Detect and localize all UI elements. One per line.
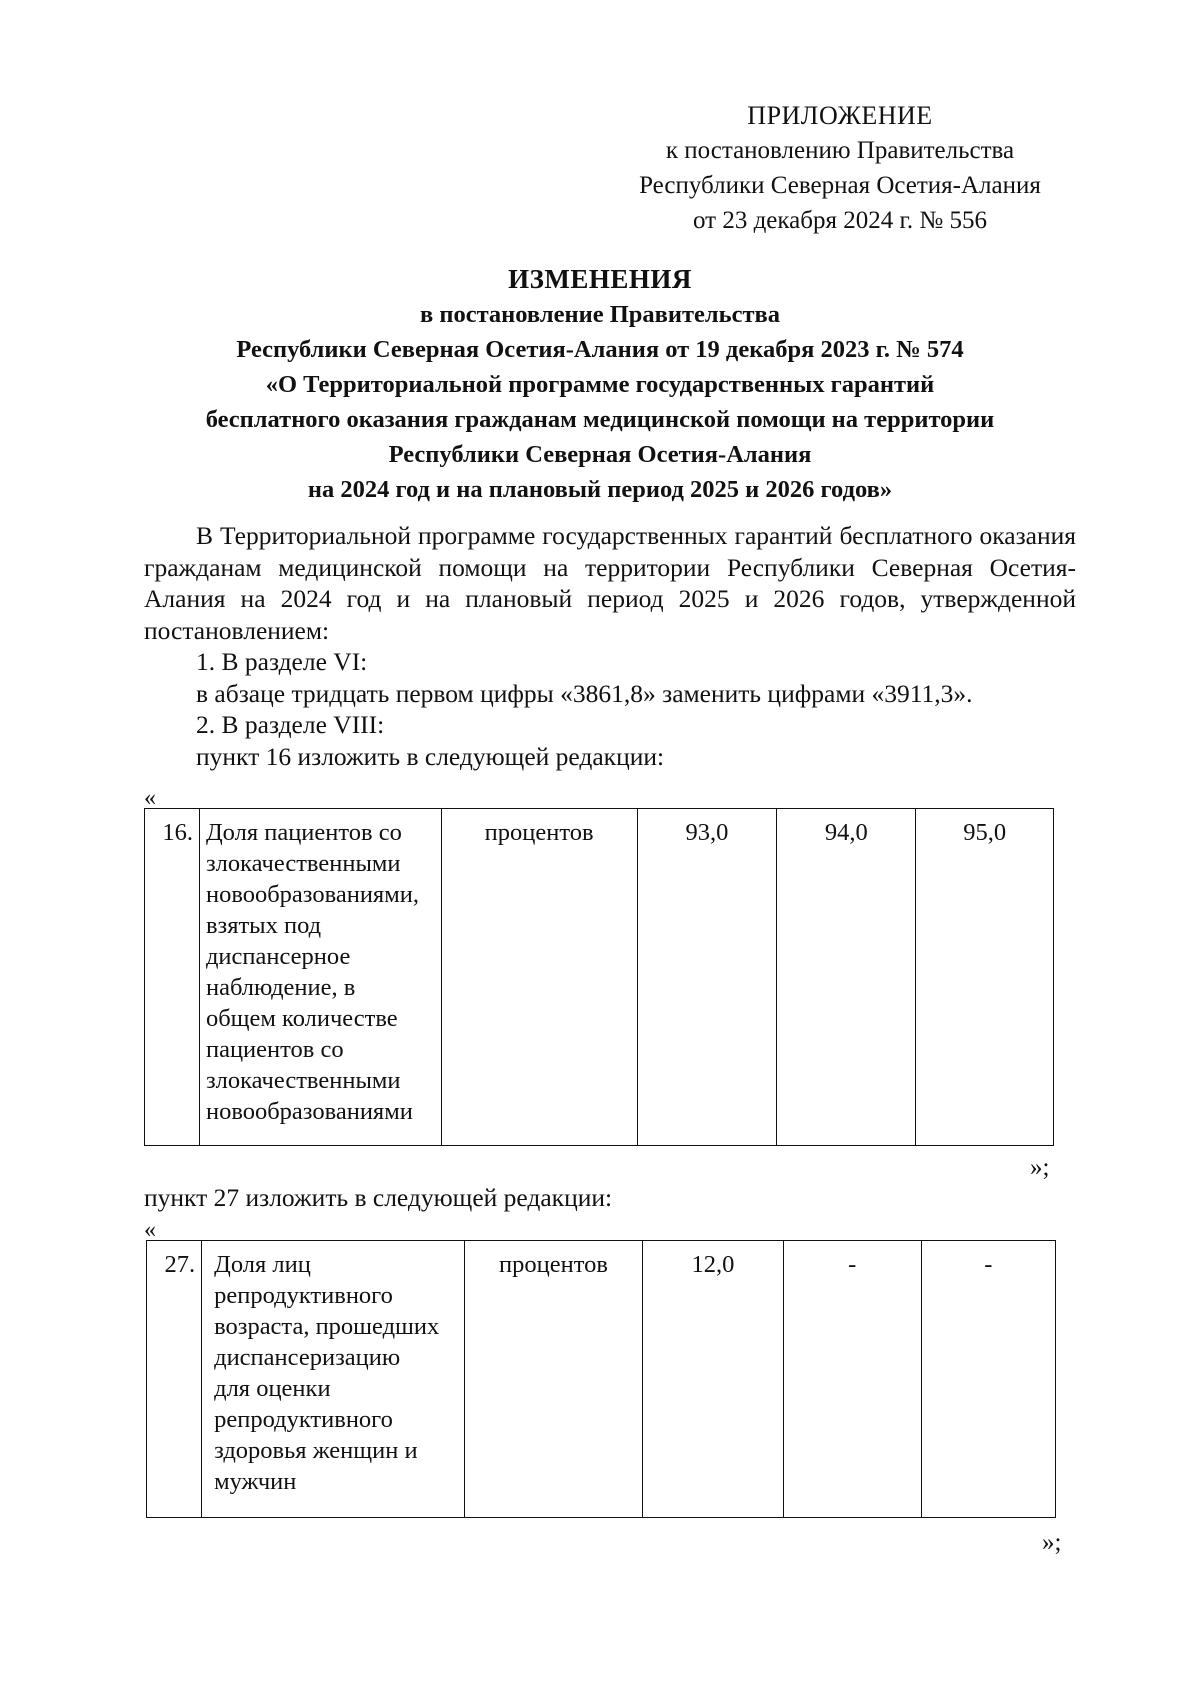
- item-2: 2. В разделе VIII:: [196, 710, 385, 739]
- heading-line-2: Республики Северная Осетия-Алания от 19 декабря 2023 г. № 574: [236, 336, 964, 363]
- heading-line-5: Республики Северная Осетия-Алания: [388, 441, 812, 468]
- description-line: пациентов со: [205, 1036, 344, 1063]
- item-2-text: пункт 16 изложить в следующей редакции:: [196, 741, 665, 771]
- table-point-16: [144, 808, 1054, 1146]
- description-line: репродуктивного: [214, 1282, 393, 1309]
- appendix-title: ПРИЛОЖЕНИЕ: [747, 101, 933, 130]
- description-line: для оценки: [214, 1375, 331, 1402]
- description-line: здоровья женщин и: [214, 1437, 418, 1464]
- table-row: [145, 809, 1054, 1146]
- appendix-header: [600, 98, 1080, 238]
- heading-line-1: в постановление Правительства: [420, 301, 780, 328]
- table-point-27: [146, 1240, 1056, 1518]
- table-row: [147, 1241, 1056, 1518]
- description-line: репродуктивного: [214, 1406, 393, 1433]
- body-text: [144, 520, 1076, 772]
- description-line: наблюдение, в: [205, 974, 356, 1001]
- description-line: новообразованиями: [205, 1098, 413, 1125]
- item-1: 1. В разделе VI:: [196, 647, 368, 676]
- description-line: Доля пациентов со: [205, 819, 402, 846]
- description-line: злокачественными: [205, 1067, 401, 1094]
- item-1-text: в абзаце тридцать первом цифры «3861,8» заменить цифрами «3911,3».: [196, 678, 973, 708]
- point-description: [199, 809, 441, 1146]
- description-line: злокачественными: [205, 850, 401, 877]
- document-heading: [140, 262, 1060, 507]
- value-2024: 12,0: [643, 1241, 783, 1518]
- heading-title: ИЗМЕНЕНИЯ: [508, 264, 692, 294]
- intro-paragraph: В Территориальной программе государственных гарантий бесплатного оказания гражданам медицинской помощи на территории Республики Северная Осетия-Алания на 2024 год и на плановый период 2025 и 2026 годов, утвержденной постановлением:: [144, 521, 1076, 645]
- point-unit: процентов: [464, 1241, 643, 1518]
- table16-open-quote: «: [144, 785, 156, 811]
- description-line: общем количестве: [205, 1005, 398, 1032]
- description-line: диспансерное: [205, 943, 351, 970]
- description-line: возраста, прошедших: [214, 1313, 440, 1340]
- description-line: новообразованиями,: [205, 881, 419, 908]
- description-line: Доля лиц: [214, 1251, 311, 1278]
- table16-close-quote: »;: [1030, 1154, 1050, 1181]
- appendix-line-2: Республики Северная Осетия-Алания: [639, 172, 1041, 199]
- appendix-line-1: к постановлению Правительства: [665, 137, 1015, 164]
- point-27-intro: пункт 27 изложить в следующей редакции:: [144, 1183, 613, 1212]
- heading-line-3: «О Территориальной программе государственных гарантий: [265, 371, 935, 398]
- heading-line-6: на 2024 год и на плановый период 2025 и 2026 годов»: [307, 476, 893, 503]
- value-2025: -: [783, 1241, 921, 1518]
- value-2024: 93,0: [637, 809, 776, 1146]
- value-2026: 95,0: [916, 809, 1054, 1146]
- description-line: взятых под: [205, 912, 322, 939]
- point-number: 27.: [147, 1241, 202, 1518]
- point-unit: процентов: [441, 809, 637, 1146]
- description-line: диспансеризацию: [214, 1344, 401, 1371]
- table27-close-quote: »;: [1042, 1529, 1062, 1556]
- point-number: 16.: [145, 809, 200, 1146]
- value-2025: 94,0: [777, 809, 916, 1146]
- value-2026: -: [921, 1241, 1055, 1518]
- heading-line-4: бесплатного оказания гражданам медицинской помощи на территории: [205, 406, 995, 433]
- table27-open-quote: «: [144, 1217, 156, 1243]
- point-description: [202, 1241, 465, 1518]
- description-line: мужчин: [214, 1468, 297, 1495]
- appendix-line-3: от 23 декабря 2024 г. № 556: [692, 207, 988, 234]
